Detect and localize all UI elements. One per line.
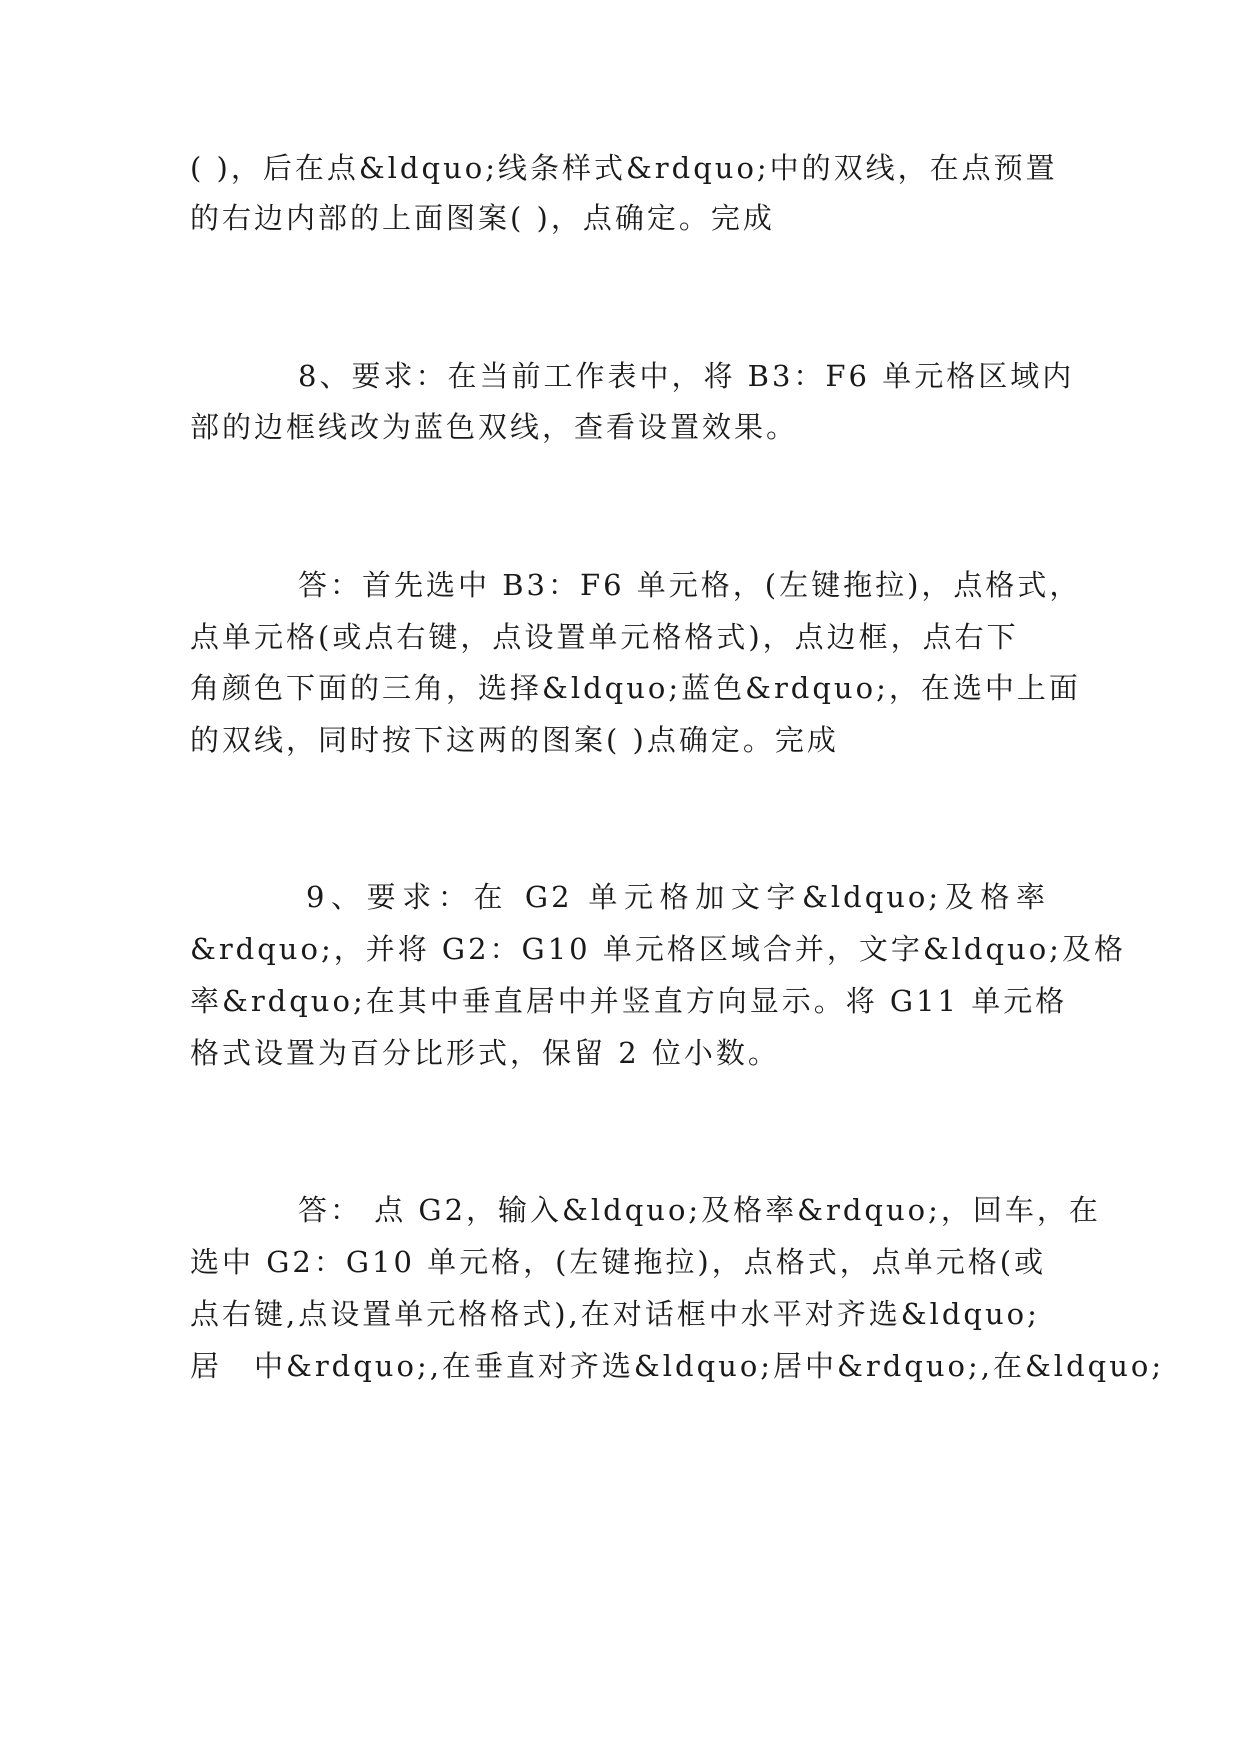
text-line: 的右边内部的上面图案( )，点确定。完成 xyxy=(190,201,775,235)
text-line: 点右键,点设置单元格格式),在对话框中水平对齐选&ldquo; xyxy=(190,1297,1040,1331)
text-line: 角颜色下面的三角，选择&ldquo;蓝色&rdquo;，在选中上面 xyxy=(190,671,1081,705)
text-line: 居 中&rdquo;,在垂直对齐选&ldquo;居中&rdquo;,在&ldquo; xyxy=(190,1349,1165,1383)
text-line: 点单元格(或点右键，点设置单元格格式)，点边框，点右下 xyxy=(190,620,1019,654)
text-line: 率&rdquo;在其中垂直居中并竖直方向显示。将 G11 单元格 xyxy=(190,984,1068,1018)
text-line: 答： 点 G2，输入&ldquo;及格率&rdquo;，回车，在 xyxy=(298,1193,1101,1227)
text-line: 的双线，同时按下这两的图案( )点确定。完成 xyxy=(190,723,839,757)
text-line: 8、要求：在当前工作表中，将 B3：F6 单元格区域内 xyxy=(298,359,1075,393)
text-line: &rdquo;，并将 G2：G10 单元格区域合并，文字&ldquo;及格 xyxy=(190,932,1126,966)
text-line: 格式设置为百分比形式，保留 2 位小数。 xyxy=(190,1036,780,1070)
text-line: 选中 G2：G10 单元格，(左键拖拉)，点格式，点单元格(或 xyxy=(190,1245,1047,1279)
text-line: 答：首先选中 B3：F6 单元格，(左键拖拉)，点格式， xyxy=(298,568,1082,602)
text-line: 9、要求：在 G2 单元格加文字&ldquo;及格率 xyxy=(306,880,1048,914)
text-line: ( )，后在点&ldquo;线条样式&rdquo;中的双线，在点预置 xyxy=(190,151,1058,185)
text-line: 部的边框线改为蓝色双线，查看设置效果。 xyxy=(190,410,799,444)
